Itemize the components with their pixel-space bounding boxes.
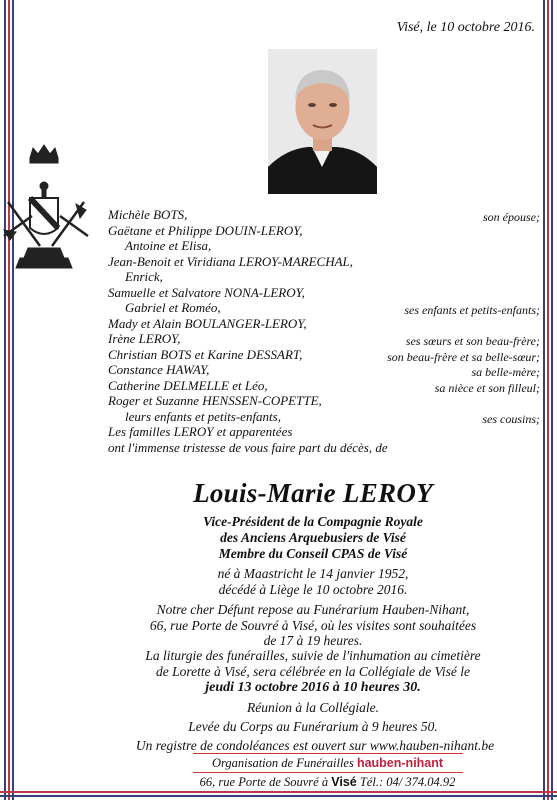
family-relation: ses sœurs et son beau-frère;: [405, 334, 540, 348]
repose-line: Notre cher Défunt repose au Funérarium Hauben-Nihant,: [156, 602, 470, 617]
deceased-titles: [108, 514, 518, 562]
family-row: [108, 238, 540, 254]
family-member-name: Mady et Alain BOULANGER-LEROY,: [108, 315, 307, 331]
footer-org: [190, 754, 465, 772]
family-row: [108, 331, 540, 347]
family-relation: sa nièce et son filleul;: [434, 380, 540, 395]
footer: [190, 753, 465, 791]
footer-city: Visé: [331, 775, 357, 789]
family-member-name: Gabriel et Roméo,: [125, 300, 221, 315]
reunion-line: Réunion à la Collégiale.: [247, 700, 379, 715]
frame-right-blue: [551, 0, 553, 800]
family-member-name: Antoine et Elisa,: [125, 238, 212, 253]
family-member-name: Christian BOTS et Karine DESSART,: [108, 346, 303, 362]
family-member-name: Jean-Benoit et Viridiana LEROY-MARECHAL,: [108, 253, 354, 269]
footer-address-prefix: 66, rue Porte de Souvré à: [199, 775, 329, 789]
family-row: [108, 440, 540, 456]
family-row: [108, 347, 540, 363]
family-row: [108, 300, 540, 316]
deceased-name: Louis-Marie LEROY: [193, 478, 433, 508]
frame-right-blue-2: [543, 0, 545, 800]
family-relation: sa belle-mère;: [471, 365, 540, 379]
title-line: des Anciens Arquebusiers de Visé: [220, 530, 406, 545]
family-row: [108, 285, 540, 301]
family-member-name: Gaëtane et Philippe DOUIN-LEROY,: [108, 222, 303, 238]
birth-death: [108, 566, 518, 597]
family-member-name: Irène LEROY,: [108, 331, 181, 346]
date-line: Visé, le 10 octobre 2016.: [396, 20, 535, 35]
family-row: [108, 269, 540, 285]
family-member-name: Roger et Suzanne HENSSEN-COPETTE,: [108, 393, 322, 408]
portrait-photo: [268, 49, 377, 194]
liturgy-line: de Lorette à Visé, sera célébrée en la Collégiale de Visé le: [156, 663, 470, 679]
family-list: [108, 207, 540, 455]
family-member-name: Samuelle et Salvatore NONA-LEROY,: [108, 284, 305, 300]
family-row: [108, 424, 540, 440]
family-member-name: Michèle BOTS,: [108, 207, 188, 222]
frame-left-blue-2: [12, 0, 14, 800]
frame-bottom-red: [0, 791, 557, 793]
family-relation: ses enfants et petits-enfants;: [404, 303, 540, 317]
family-member-name: leurs enfants et petits-enfants,: [125, 408, 281, 424]
frame-right-red: [547, 0, 549, 800]
registry-line: Un registre de condoléances est ouvert sur www.hauben-nihant.be: [135, 738, 495, 753]
family-relation: son épouse;: [483, 210, 540, 224]
family-row: [108, 393, 540, 409]
family-member-name: Les familles LEROY et apparentées: [108, 424, 293, 439]
family-member-name: Constance HAWAY,: [108, 362, 210, 377]
family-member-name: ont l'immense tristesse de vous faire part du décès, de: [108, 439, 388, 455]
frame-bottom-blue: [0, 795, 557, 797]
ceremony-date: jeudi 13 octobre 2016 à 10 heures 30.: [205, 680, 421, 695]
frame-left-blue: [4, 0, 6, 800]
repose-line: de 17 à 19 heures.: [263, 633, 363, 648]
coat-of-arms-icon: [0, 140, 92, 275]
repose-info: [108, 602, 518, 649]
family-row: [108, 409, 540, 425]
liturgy-info: [108, 648, 518, 679]
family-relation: ses cousins;: [482, 411, 540, 426]
family-member-name: Enrick,: [125, 269, 163, 284]
birth-line: né à Maastricht le 14 janvier 1952,: [217, 566, 409, 581]
title-line: Vice-Président de la Compagnie Royale: [203, 514, 423, 529]
brand-name: hauben-nihant: [356, 756, 444, 770]
liturgy-line: La liturgie des funérailles, suivie de l'inhumation au cimetière: [145, 648, 481, 663]
family-relation: son beau-frère et sa belle-sœur;: [387, 349, 540, 364]
death-line: décédé à Liège le 10 octobre 2016.: [218, 581, 408, 597]
footer-address: [190, 773, 465, 791]
family-row: [108, 223, 540, 239]
footer-org-prefix: Organisation de Funérailles: [211, 756, 354, 770]
family-row: [108, 362, 540, 378]
family-row: [108, 316, 540, 332]
family-row: [108, 254, 540, 270]
frame-left-red: [8, 0, 10, 800]
family-member-name: Catherine DELMELLE et Léo,: [108, 377, 268, 393]
repose-line: 66, rue Porte de Souvré à Visé, où les visites sont souhaitées: [149, 617, 477, 633]
family-row: [108, 207, 540, 223]
footer-phone: Tél.: 04/ 374.04.92: [359, 775, 456, 789]
family-row: [108, 378, 540, 394]
levee-line: Levée du Corps au Funérarium à 9 heures 50.: [188, 719, 438, 734]
title-line: Membre du Conseil CPAS de Visé: [218, 546, 408, 561]
